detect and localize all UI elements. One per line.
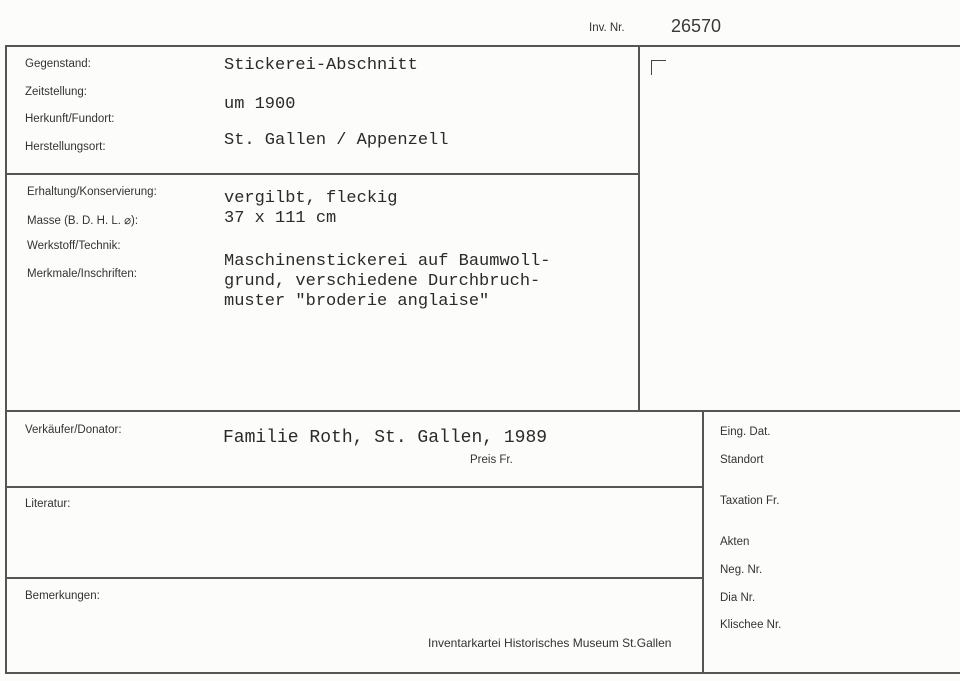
right-column-divider (702, 410, 704, 673)
literatur-label: Literatur: (25, 498, 71, 510)
merkmale-label: Merkmale/Inschriften: (27, 268, 137, 280)
inv-nr-label: Inv. Nr. (589, 22, 625, 34)
neg-nr-label: Neg. Nr. (720, 564, 763, 576)
section-rule-1 (5, 173, 639, 175)
top-rule (5, 45, 960, 47)
technik-line-3: muster "broderie anglaise" (224, 292, 490, 311)
gegenstand-label: Gegenstand: (25, 58, 91, 70)
technik-line-1: Maschinenstickerei auf Baumwoll- (224, 252, 551, 271)
technik-text (224, 252, 550, 312)
eing-dat-label: Eing. Dat. (720, 426, 771, 438)
dia-nr-label: Dia Nr. (720, 592, 756, 604)
section-rule-3 (5, 486, 703, 488)
standort-label: Standort (720, 454, 764, 466)
section-rule-2 (5, 410, 960, 412)
gegenstand-value: Stickerei-Abschnitt (224, 56, 418, 75)
erhaltung-value: vergilbt, fleckig (224, 189, 398, 208)
verkaeufer-label: Verkäufer/Donator: (25, 424, 122, 436)
verkaeufer-value: Familie Roth, St. Gallen, 1989 (223, 428, 548, 448)
taxation-label: Taxation Fr. (720, 495, 780, 507)
werkstoff-label: Werkstoff/Technik: (27, 240, 121, 252)
bemerkungen-label: Bemerkungen: (25, 590, 100, 602)
preis-label: Preis Fr. (470, 454, 513, 466)
footer-text: Inventarkartei Historisches Museum St.Gallen (428, 636, 672, 650)
masse-label: Masse (B. D. H. L. ⌀): (27, 215, 139, 227)
herstellungsort-value: St. Gallen / Appenzell (224, 131, 449, 150)
section-rule-4 (5, 577, 703, 579)
akten-label: Akten (720, 536, 750, 548)
left-border (5, 45, 7, 673)
corner-mark (651, 60, 666, 75)
bottom-rule (5, 672, 960, 674)
klischee-nr-label: Klischee Nr. (720, 619, 782, 631)
erhaltung-label: Erhaltung/Konservierung: (27, 186, 157, 198)
technik-line-2: grund, verschiedene Durchbruch- (224, 272, 541, 291)
herstellungsort-label: Herstellungsort: (25, 141, 106, 153)
herkunft-label: Herkunft/Fundort: (25, 113, 115, 125)
zeitstellung-value: um 1900 (224, 95, 296, 114)
zeitstellung-label: Zeitstellung: (25, 86, 88, 98)
inv-nr-value: 26570 (671, 16, 722, 36)
center-divider (638, 45, 640, 412)
masse-value: 37 x 111 cm (224, 209, 337, 228)
